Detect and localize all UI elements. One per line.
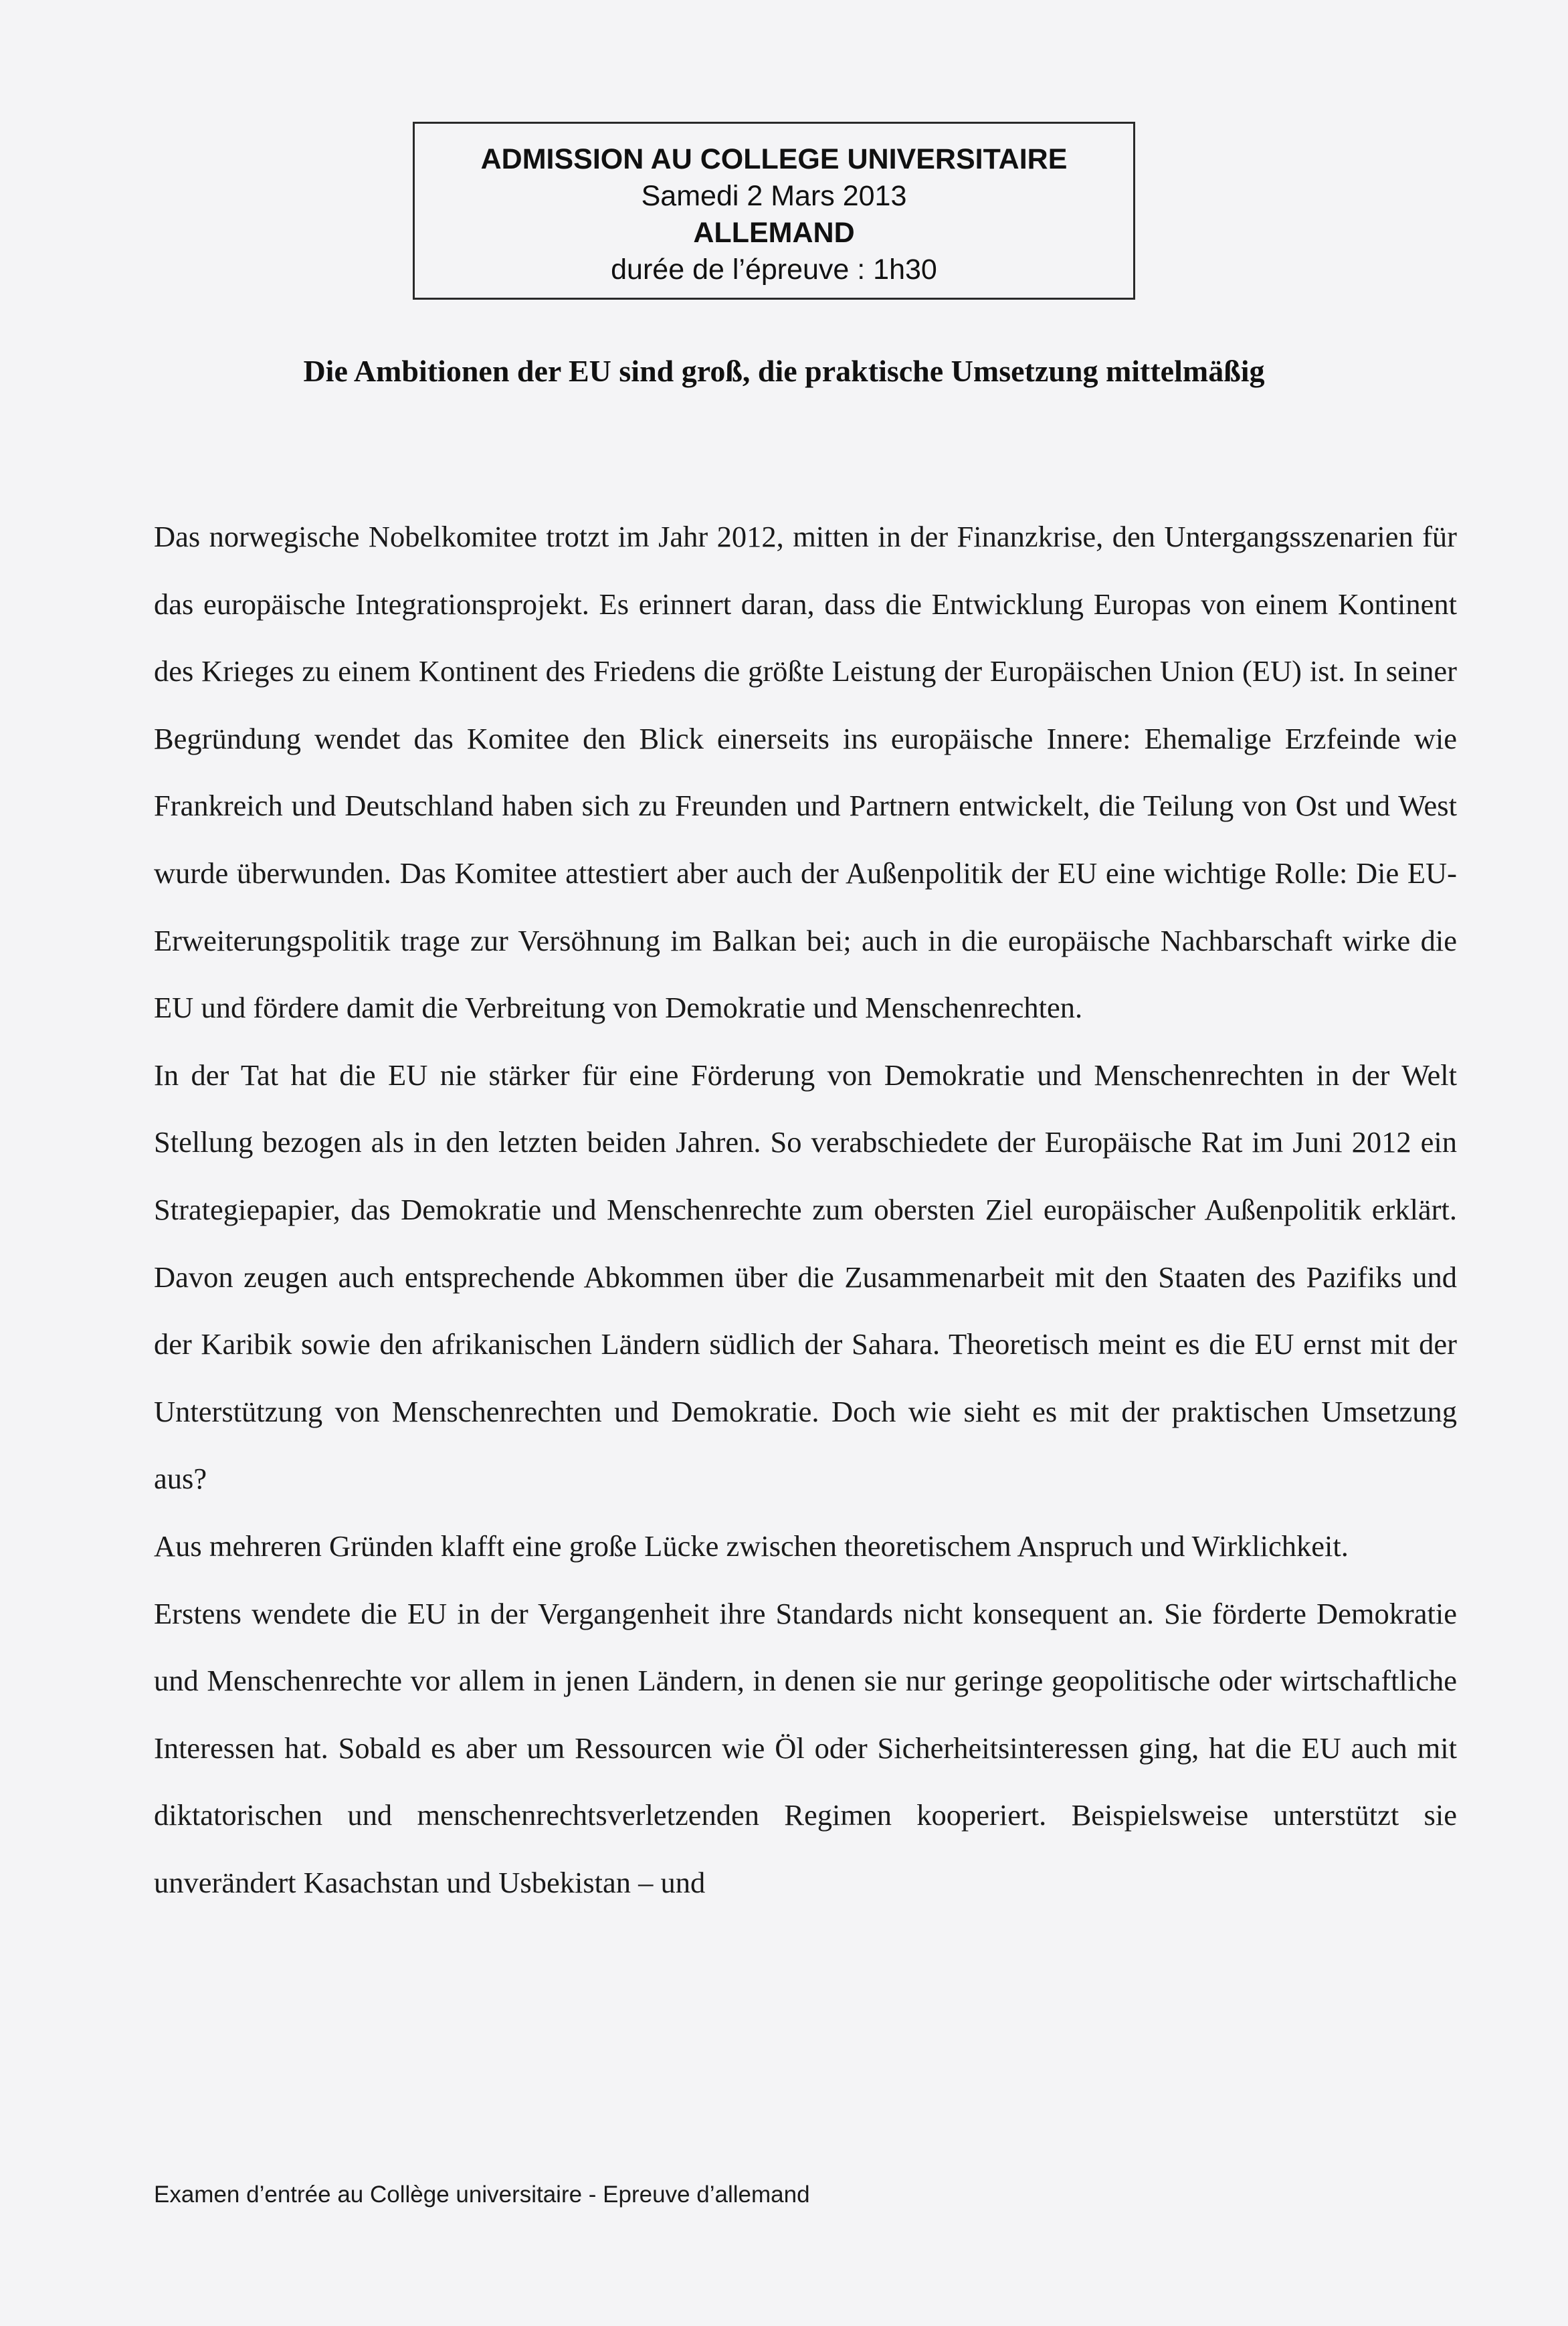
article-body [154, 503, 1457, 1916]
paragraph-4: Erstens wendete die EU in der Vergangenheit ihre Standards nicht konsequent an. Sie förderte Demokratie und Menschenrechte vor allem in jenen Ländern, in denen sie nur geringe geopolitische oder wirtschaftliche Interessen hat. Sobald es aber um Ressourcen wie Öl oder Sicherheitsinteressen ging, hat die EU auch mit diktatorischen und menschenrechtsverletzenden Regimen kooperiert. Beispielsweise unterstützt sie unverändert Kasachstan und Usbekistan – und [154, 1596, 1457, 1899]
header-date: Samedi 2 Mars 2013 [641, 180, 907, 212]
header-duration: durée de l’épreuve : 1h30 [611, 254, 937, 286]
exam-header-box [413, 122, 1135, 300]
header-subject: ALLEMAND [693, 217, 855, 249]
paragraph-3: Aus mehreren Gründen klafft eine große Lücke zwischen theoretischem Anspruch und Wirklichkeit. [154, 1529, 1349, 1563]
header-institution: ADMISSION AU COLLEGE UNIVERSITAIRE [480, 143, 1068, 175]
paragraph-2: In der Tat hat die EU nie stärker für eine Förderung von Demokratie und Menschenrechten in der Welt Stellung bezogen als in den letzten beiden Jahren. So verabschiedete der Europäische Rat im Juni 2012 ein Strategiepapier, das Demokratie und Menschenrechte zum obersten Ziel europäischer Außenpolitik erklärt. Davon zeugen auch entsprechende Abkommen über die Zusammenarbeit mit den Staaten des Pazifiks und der Karibik sowie den afrikanischen Ländern südlich der Sahara. Theoretisch meint es die EU ernst mit der Unterstützung von Menschenrechten und Demokratie. Doch wie sieht es mit der praktischen Umsetzung aus? [154, 1058, 1457, 1496]
document-title: Die Ambitionen der EU sind groß, die praktische Umsetzung mittelmäßig [303, 354, 1265, 388]
paragraph-1: Das norwegische Nobelkomitee trotzt im Jahr 2012, mitten in der Finanzkrise, den Untergangsszenarien für das europäische Integrationsprojekt. Es erinnert daran, dass die Entwicklung Europas von einem Kontinent des Krieges zu einem Kontinent des Friedens die größte Leistung der Europäischen Union (EU) ist. In seiner Begründung wendet das Komitee den Blick einerseits ins europäische Innere: Ehemalige Erzfeinde wie Frankreich und Deutschland haben sich zu Freunden und Partnern entwickelt, die Teilung von Ost und West wurde überwunden. Das Komitee attestiert aber auch der Außenpolitik der EU eine wichtige Rolle: Die EU-Erweiterungspolitik trage zur Versöhnung im Balkan bei; auch in die europäische Nachbarschaft wirke die EU und fördere damit die Verbreitung von Demokratie und Menschenrechten. [154, 520, 1457, 1025]
page-footer: Examen d’entrée au Collège universitaire - Epreuve d’allemand [154, 2182, 810, 2208]
